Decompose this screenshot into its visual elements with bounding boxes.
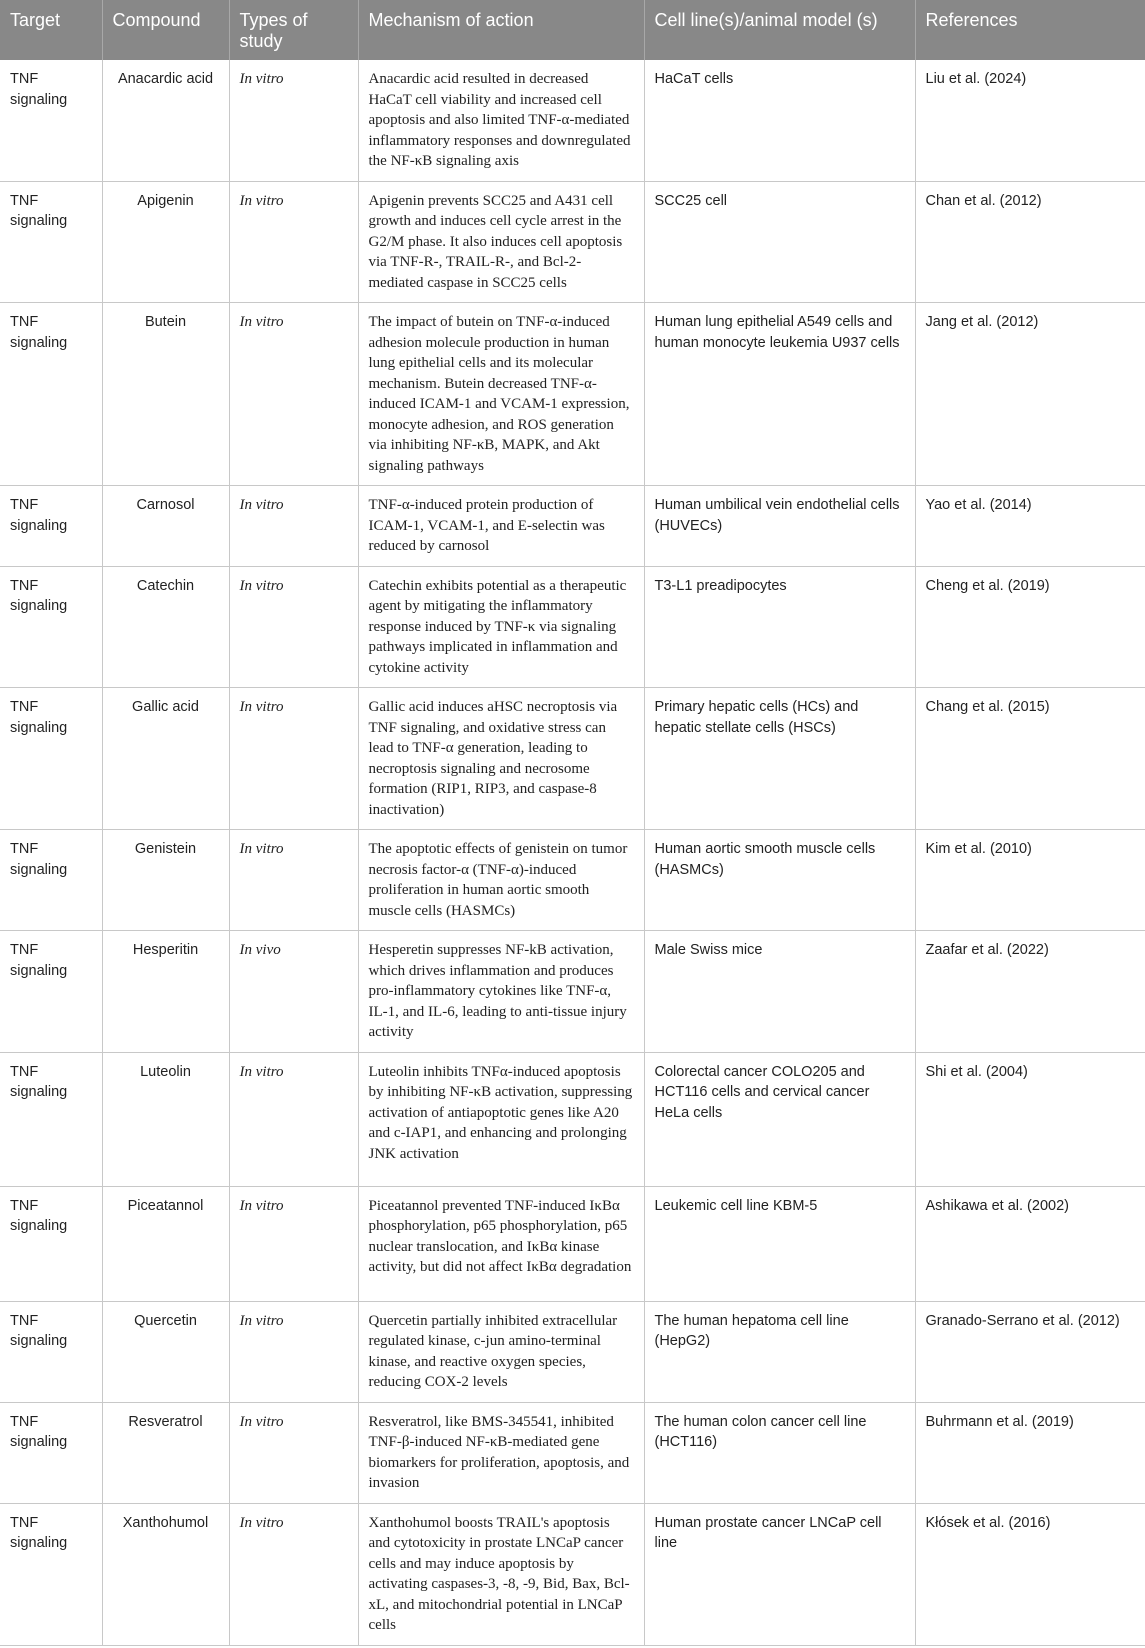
cell-reference[interactable]: Chang et al. (2015) [915, 688, 1145, 830]
cell-compound: Quercetin [102, 1301, 229, 1402]
table-row [0, 1052, 1145, 1186]
cell-reference[interactable]: Shi et al. (2004) [915, 1052, 1145, 1186]
cell-reference[interactable]: Ashikawa et al. (2002) [915, 1186, 1145, 1301]
cell-mechanism: Luteolin inhibits TNFα-induced apoptosis by inhibiting NF-κB activation, suppressing activation of antiapoptotic genes like A20 and c-IAP1, and enhancing and prolonging JNK activation [358, 1052, 644, 1186]
cell-study-type: In vitro [229, 1402, 358, 1503]
cell-reference[interactable]: Liu et al. (2024) [915, 60, 1145, 181]
cell-mechanism: Xanthohumol boosts TRAIL's apoptosis and cytotoxicity in prostate LNCaP cancer cells and may induce apoptosis by activating caspases-3, -8, -9, Bid, Bax, Bcl-xL, and mitochondrial potential in LNCaP cells [358, 1503, 644, 1645]
cell-compound: Hesperitin [102, 931, 229, 1053]
cell-model: Human prostate cancer LNCaP cell line [644, 1503, 915, 1645]
cell-mechanism: The apoptotic effects of genistein on tumor necrosis factor-α (TNF-α)-induced proliferation in human aortic smooth muscle cells (HASMCs) [358, 830, 644, 931]
table-row [0, 1301, 1145, 1402]
cell-compound: Apigenin [102, 181, 229, 303]
cell-study-type: In vitro [229, 181, 358, 303]
header-row [0, 0, 1145, 60]
cell-reference[interactable]: Zaafar et al. (2022) [915, 931, 1145, 1053]
cell-target: TNF signaling [0, 566, 102, 688]
table-row [0, 486, 1145, 567]
table-header [0, 0, 1145, 60]
cell-study-type: In vitro [229, 1301, 358, 1402]
cell-compound: Gallic acid [102, 688, 229, 830]
cell-target: TNF signaling [0, 1503, 102, 1645]
cell-model: Primary hepatic cells (HCs) and hepatic stellate cells (HSCs) [644, 688, 915, 830]
cell-study-type: In vivo [229, 931, 358, 1053]
header-cell-line: Cell line(s)/animal model (s) [644, 0, 915, 60]
cell-compound: Genistein [102, 830, 229, 931]
cell-study-type: In vitro [229, 566, 358, 688]
table-row [0, 931, 1145, 1053]
cell-target: TNF signaling [0, 931, 102, 1053]
cell-compound: Catechin [102, 566, 229, 688]
cell-target: TNF signaling [0, 1402, 102, 1503]
cell-compound: Luteolin [102, 1052, 229, 1186]
table-row [0, 1186, 1145, 1301]
cell-reference[interactable]: Jang et al. (2012) [915, 303, 1145, 486]
cell-mechanism: Apigenin prevents SCC25 and A431 cell growth and induces cell cycle arrest in the G2/M phase. It also induces cell apoptosis via TNF-R-, TRAIL-R-, and Bcl-2-mediated caspase in SCC25 cells [358, 181, 644, 303]
cell-reference[interactable]: Chan et al. (2012) [915, 181, 1145, 303]
cell-target: TNF signaling [0, 830, 102, 931]
cell-compound: Resveratrol [102, 1402, 229, 1503]
cell-target: TNF signaling [0, 1186, 102, 1301]
header-compound: Compound [102, 0, 229, 60]
cell-model: Human aortic smooth muscle cells (HASMCs) [644, 830, 915, 931]
cell-model: The human colon cancer cell line (HCT116) [644, 1402, 915, 1503]
cell-study-type: In vitro [229, 1052, 358, 1186]
cell-study-type: In vitro [229, 303, 358, 486]
cell-model: Leukemic cell line KBM-5 [644, 1186, 915, 1301]
cell-study-type: In vitro [229, 688, 358, 830]
cell-target: TNF signaling [0, 60, 102, 181]
cell-model: Human lung epithelial A549 cells and human monocyte leukemia U937 cells [644, 303, 915, 486]
header-mechanism: Mechanism of action [358, 0, 644, 60]
cell-model: Human umbilical vein endothelial cells (HUVECs) [644, 486, 915, 567]
cell-mechanism: TNF-α-induced protein production of ICAM-1, VCAM-1, and E-selectin was reduced by carnosol [358, 486, 644, 567]
cell-reference[interactable]: Buhrmann et al. (2019) [915, 1402, 1145, 1503]
cell-model: Male Swiss mice [644, 931, 915, 1053]
cell-target: TNF signaling [0, 1052, 102, 1186]
header-target: Target [0, 0, 102, 60]
cell-mechanism: The impact of butein on TNF-α-induced adhesion molecule production in human lung epithelial cells and its molecular mechanism. Butein decreased TNF-α-induced ICAM-1 and VCAM-1 expression, monocyte adhesion, and ROS generation via inhibiting NF-κB, MAPK, and Akt signaling pathways [358, 303, 644, 486]
table-body [0, 60, 1145, 1645]
cell-mechanism: Anacardic acid resulted in decreased HaCaT cell viability and increased cell apoptosis and also limited TNF-α-mediated inflammatory responses and downregulated the NF-κB signaling axis [358, 60, 644, 181]
table-row [0, 1402, 1145, 1503]
cell-target: TNF signaling [0, 1301, 102, 1402]
cell-model: The human hepatoma cell line (HepG2) [644, 1301, 915, 1402]
table-row [0, 181, 1145, 303]
cell-compound: Butein [102, 303, 229, 486]
table-row [0, 566, 1145, 688]
cell-mechanism: Quercetin partially inhibited extracellular regulated kinase, c-jun amino-terminal kinase, and reactive oxygen species, reducing COX-2 levels [358, 1301, 644, 1402]
cell-compound: Anacardic acid [102, 60, 229, 181]
table-row [0, 830, 1145, 931]
cell-study-type: In vitro [229, 1503, 358, 1645]
header-references: References [915, 0, 1145, 60]
cell-reference[interactable]: Cheng et al. (2019) [915, 566, 1145, 688]
cell-reference[interactable]: Granado-Serrano et al. (2012) [915, 1301, 1145, 1402]
cell-compound: Carnosol [102, 486, 229, 567]
cell-model: Colorectal cancer COLO205 and HCT116 cells and cervical cancer HeLa cells [644, 1052, 915, 1186]
cell-model: T3-L1 preadipocytes [644, 566, 915, 688]
cell-mechanism: Piceatannol prevented TNF-induced IκBα phosphorylation, p65 phosphorylation, p65 nuclear translocation, and IκBα kinase activity, but did not affect IκBα degradation [358, 1186, 644, 1301]
header-types-of-study: Types of study [229, 0, 358, 60]
cell-study-type: In vitro [229, 60, 358, 181]
cell-study-type: In vitro [229, 1186, 358, 1301]
cell-mechanism: Resveratrol, like BMS-345541, inhibited TNF-β-induced NF-κB-mediated gene biomarkers for proliferation, apoptosis, and invasion [358, 1402, 644, 1503]
table-row [0, 688, 1145, 830]
cell-reference[interactable]: Kłósek et al. (2016) [915, 1503, 1145, 1645]
cell-mechanism: Gallic acid induces aHSC necroptosis via TNF signaling, and oxidative stress can lead to TNF-α generation, leading to necroptosis signaling and necrosome formation (RIP1, RIP3, and caspase-8 inactivation) [358, 688, 644, 830]
cell-reference[interactable]: Yao et al. (2014) [915, 486, 1145, 567]
cell-target: TNF signaling [0, 688, 102, 830]
table-row [0, 1503, 1145, 1645]
cell-model: HaCaT cells [644, 60, 915, 181]
cell-target: TNF signaling [0, 181, 102, 303]
cell-compound: Xanthohumol [102, 1503, 229, 1645]
cell-model: SCC25 cell [644, 181, 915, 303]
table-row [0, 303, 1145, 486]
cell-mechanism: Hesperetin suppresses NF-kB activation, which drives inflammation and produces pro-inflammatory cytokines like TNF-α, IL-1, and IL-6, leading to anti-tissue injury activity [358, 931, 644, 1053]
cell-target: TNF signaling [0, 303, 102, 486]
cell-compound: Piceatannol [102, 1186, 229, 1301]
cell-target: TNF signaling [0, 486, 102, 567]
cell-study-type: In vitro [229, 486, 358, 567]
cell-study-type: In vitro [229, 830, 358, 931]
table-row [0, 60, 1145, 181]
cell-mechanism: Catechin exhibits potential as a therapeutic agent by mitigating the inflammatory response induced by TNF-κ via signaling pathways implicated in inflammation and cytokine activity [358, 566, 644, 688]
cell-reference[interactable]: Kim et al. (2010) [915, 830, 1145, 931]
